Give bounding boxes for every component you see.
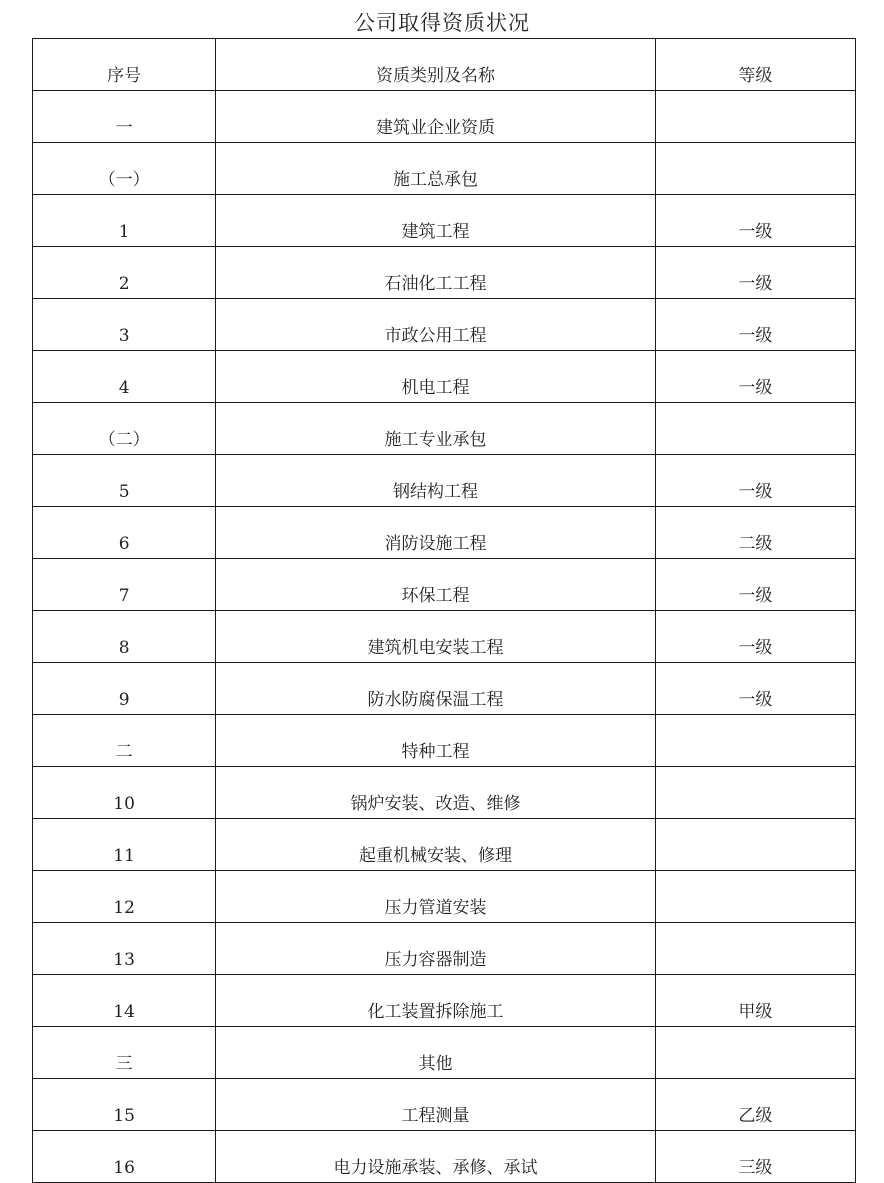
table-header-row (33, 39, 856, 91)
cell-grade: 甲级 (655, 975, 855, 1027)
cell-name: 特种工程 (216, 715, 656, 767)
cell-seq: 4 (33, 351, 216, 403)
cell-name: 建筑业企业资质 (216, 91, 656, 143)
cell-name: 起重机械安装、修理 (216, 819, 656, 871)
cell-seq: 2 (33, 247, 216, 299)
table-row (33, 91, 856, 143)
table-row (33, 1131, 856, 1183)
table-row (33, 403, 856, 455)
cell-grade: 乙级 (655, 1079, 855, 1131)
table-row (33, 975, 856, 1027)
cell-seq: 3 (33, 299, 216, 351)
cell-grade (655, 91, 855, 143)
cell-grade (655, 715, 855, 767)
cell-grade (655, 767, 855, 819)
cell-seq: 9 (33, 663, 216, 715)
cell-grade: 一级 (655, 611, 855, 663)
cell-seq: （一） (33, 143, 216, 195)
table-row (33, 143, 856, 195)
table-row (33, 923, 856, 975)
document-title: 公司取得资质状况 (354, 11, 530, 35)
cell-grade: 二级 (655, 507, 855, 559)
cell-name: 化工装置拆除施工 (216, 975, 656, 1027)
cell-grade: 一级 (655, 351, 855, 403)
cell-name: 钢结构工程 (216, 455, 656, 507)
cell-name: 建筑机电安装工程 (216, 611, 656, 663)
cell-name: 压力管道安装 (216, 871, 656, 923)
cell-name: 施工专业承包 (216, 403, 656, 455)
cell-grade (655, 403, 855, 455)
cell-grade (655, 923, 855, 975)
cell-grade: 一级 (655, 559, 855, 611)
cell-grade (655, 143, 855, 195)
cell-name: 机电工程 (216, 351, 656, 403)
cell-seq: 三 (33, 1027, 216, 1079)
cell-seq: 二 (33, 715, 216, 767)
cell-name: 电力设施承装、承修、承试 (216, 1131, 656, 1183)
cell-name: 石油化工工程 (216, 247, 656, 299)
cell-grade (655, 819, 855, 871)
cell-name: 压力容器制造 (216, 923, 656, 975)
cell-name: 消防设施工程 (216, 507, 656, 559)
cell-name: 环保工程 (216, 559, 656, 611)
table-row (33, 1079, 856, 1131)
cell-seq: 8 (33, 611, 216, 663)
cell-seq: 10 (33, 767, 216, 819)
header-seq: 序号 (33, 39, 216, 91)
table-row (33, 663, 856, 715)
table-row (33, 819, 856, 871)
cell-name: 市政公用工程 (216, 299, 656, 351)
cell-name: 锅炉安装、改造、维修 (216, 767, 656, 819)
header-grade: 等级 (655, 39, 855, 91)
cell-seq: 1 (33, 195, 216, 247)
cell-name: 其他 (216, 1027, 656, 1079)
cell-seq: （二） (33, 403, 216, 455)
table-row (33, 351, 856, 403)
cell-grade: 一级 (655, 663, 855, 715)
table-row (33, 507, 856, 559)
table-row (33, 767, 856, 819)
table-row (33, 455, 856, 507)
cell-seq: 7 (33, 559, 216, 611)
table-row (33, 299, 856, 351)
table-row (33, 871, 856, 923)
cell-grade (655, 1027, 855, 1079)
cell-seq: 13 (33, 923, 216, 975)
cell-name: 防水防腐保温工程 (216, 663, 656, 715)
cell-seq: 5 (33, 455, 216, 507)
cell-seq: 15 (33, 1079, 216, 1131)
header-name: 资质类别及名称 (216, 39, 656, 91)
cell-seq: 11 (33, 819, 216, 871)
cell-seq: 一 (33, 91, 216, 143)
cell-name: 建筑工程 (216, 195, 656, 247)
table-row (33, 715, 856, 767)
cell-seq: 14 (33, 975, 216, 1027)
cell-name: 工程测量 (216, 1079, 656, 1131)
cell-name: 施工总承包 (216, 143, 656, 195)
cell-grade (655, 871, 855, 923)
cell-grade: 三级 (655, 1131, 855, 1183)
table-row (33, 247, 856, 299)
cell-seq: 6 (33, 507, 216, 559)
qualification-table (32, 38, 856, 1183)
cell-grade: 一级 (655, 299, 855, 351)
table-row (33, 1027, 856, 1079)
cell-grade: 一级 (655, 195, 855, 247)
cell-seq: 12 (33, 871, 216, 923)
table-row (33, 611, 856, 663)
cell-grade: 一级 (655, 455, 855, 507)
table-row (33, 559, 856, 611)
cell-grade: 一级 (655, 247, 855, 299)
cell-seq: 16 (33, 1131, 216, 1183)
table-row (33, 195, 856, 247)
